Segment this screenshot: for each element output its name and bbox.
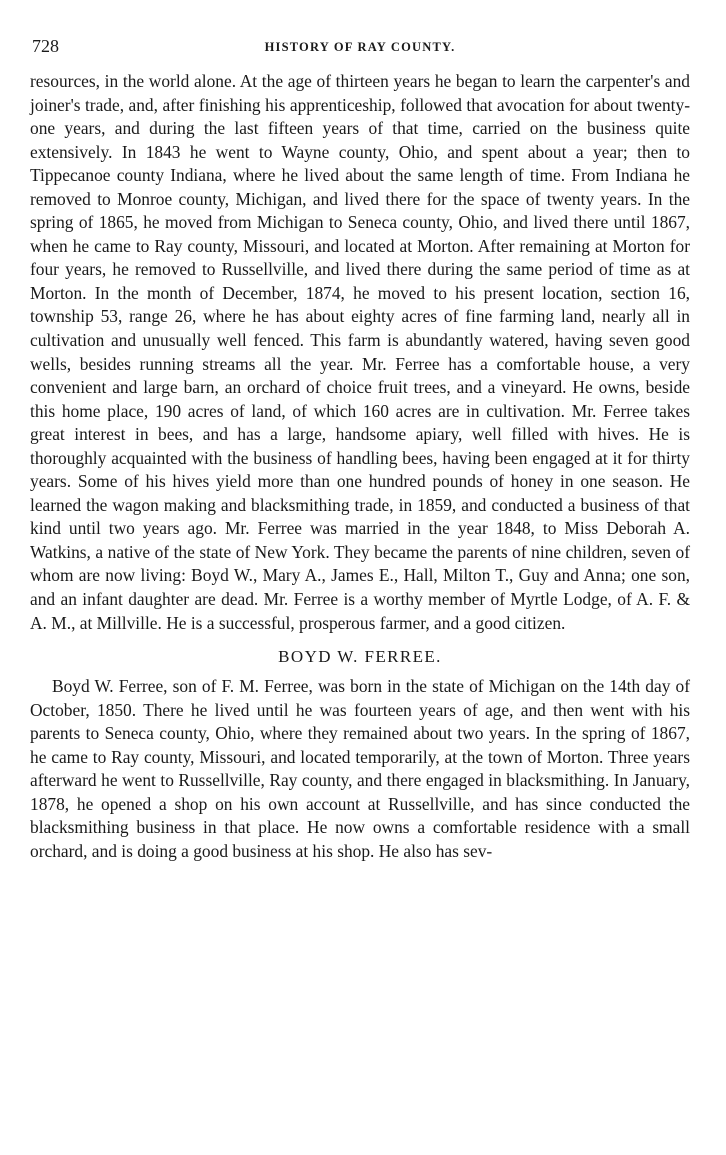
- running-header: [30, 34, 690, 56]
- running-title: HISTORY OF RAY COUNTY.: [264, 40, 456, 54]
- section-heading: BOYD W. FERREE.: [278, 647, 442, 667]
- paragraph-2: Boyd W. Ferree, son of F. M. Ferree, was born in the state of Michigan on the 14th day of October, 1850. There he lived until he was fourteen years of age, and then went with his parents to Seneca county, Ohio, where they remained about two years. In the spring of 1867, he came to Ray county, Missouri, and located temporarily, at the town of Morton. Three years afterward he went to Russellville, Ray county, and there engaged in blacksmithing. In January, 1878, he opened a shop on his own account at Russellville, and has since conducted the blacksmithing business in that place. He now owns a comfortable residence with a small orchard, and is doing a good business at his shop. He also has sev-: [30, 676, 690, 861]
- page-number: 728: [32, 36, 59, 56]
- paragraph-1: resources, in the world alone. At the age of thirteen years he began to learn the carpenter's and joiner's trade, and, after finishing his apprenticeship, followed that avocation for about twenty-one years, and during the last fifteen years of that time, carried on the business quite extensively. In 1843 he went to Wayne county, Ohio, and spent about a year; then to Tippecanoe county Indiana, where he lived about the same length of time. From Indiana he removed to Monroe county, Michigan, and lived there for the space of twenty years. In the spring of 1865, he moved from Michigan to Seneca county, Ohio, and lived there until 1867, when he came to Ray county, Missouri, and located at Morton. After remaining at Morton for four years, he removed to Russellville, and lived there during the same period of time as at Morton. In the month of December, 1874, he moved to his present location, section 16, township 53, range 26, where he has about eighty acres of fine farming land, nearly all in cultivation and unusually well fenced. This farm is abundantly watered, having seven good wells, besides running streams all the year. Mr. Ferree has a comfortable house, a very convenient and large barn, an orchard of choice fruit trees, and a vineyard. He owns, beside this home place, 190 acres of land, of which 160 acres are in cultivation. Mr. Ferree takes great interest in bees, and has a large, handsome apiary, well filled with hives. He is thoroughly acquainted with the business of handling bees, having been engaged at it for thirty years. Some of his hives yield more than one hundred pounds of honey in one season. He learned the wagon making and blacksmithing trade, in 1859, and conducted a business of that kind until two years ago. Mr. Ferree was married in the year 1848, to Miss Deborah A. Watkins, a native of the state of New York. They became the parents of nine children, seven of whom are now living: Boyd W., Mary A., James E., Hall, Milton T., Guy and Anna; one son, and an infant daughter are dead. Mr. Ferree is a worthy member of Myrtle Lodge, of A. F. & A. M., at Millville. He is a successful, prosperous farmer, and a good citizen.: [30, 71, 690, 633]
